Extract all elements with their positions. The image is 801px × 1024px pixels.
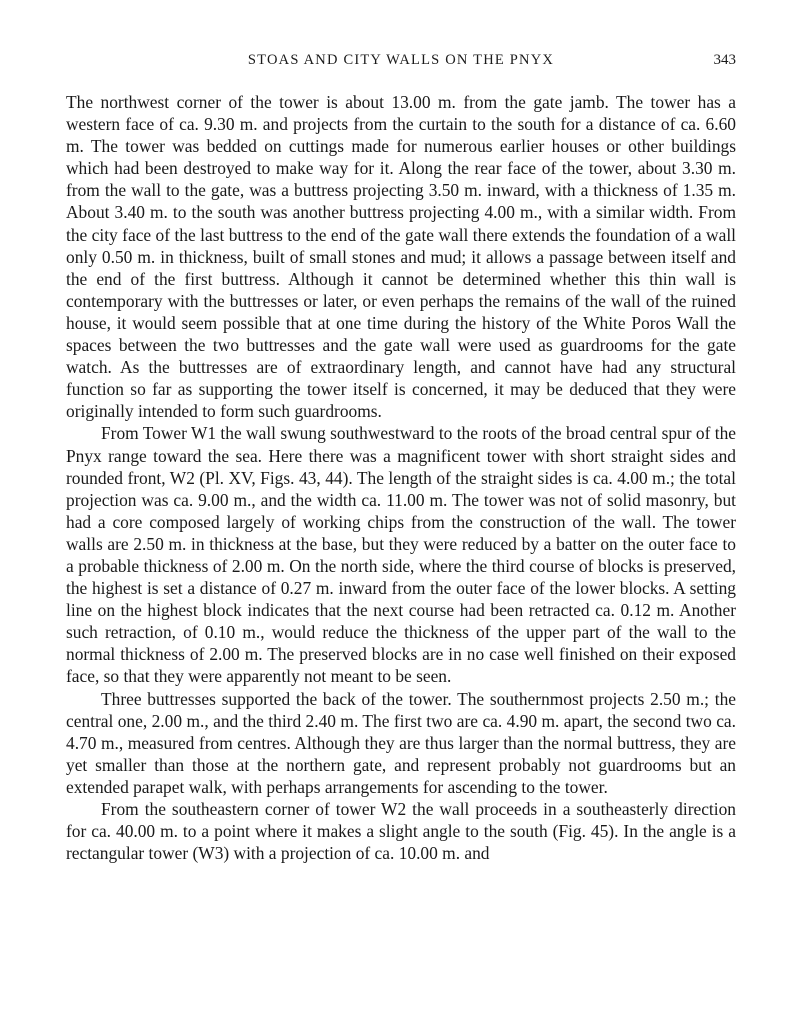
paragraph-4: From the southeastern corner of tower W2 the wall proceeds in a southeasterly direction for ca. 40.00 m. to a point where it makes a slight angle to the south (Fig. 45). In the angle is a rectangular tower (W3) with a projection of ca. 10.00 m. and <box>66 799 736 864</box>
page-content <box>66 50 736 864</box>
paragraph-2: From Tower W1 the wall swung southwestward to the roots of the broad central spur of the Pnyx range toward the sea. Here there was a magnificent tower with short straight sides and rounded front, W2 (Pl. XV, Figs. 43, 44). The length of the straight sides is ca. 4.00 m.; the total projection was ca. 9.00 m., and the width ca. 11.00 m. The tower was not of solid masonry, but had a core composed largely of working chips from the construction of the wall. The tower walls are 2.50 m. in thickness at the base, but they were reduced by a batter on the outer face to a probable thickness of 2.00 m. On the north side, where the third course of blocks is preserved, the highest is set a distance of 0.27 m. inward from the outer face of the lower blocks. A setting line on the highest block indicates that the next course had been retracted ca. 0.12 m. Another such retraction, of 0.10 m., would reduce the thickness of the upper part of the wall to the normal thickness of 2.00 m. The preserved blocks are in no case well finished on their exposed face, so that they were apparently not meant to be seen. <box>66 423 736 687</box>
page-number: 343 <box>713 52 736 68</box>
running-title: STOAS AND CITY WALLS ON THE PNYX <box>247 52 555 68</box>
running-head <box>66 50 736 74</box>
body-text <box>66 91 736 864</box>
paragraph-3: Three buttresses supported the back of the tower. The southernmost projects 2.50 m.; the central one, 2.00 m., and the third 2.40 m. The first two are ca. 4.90 m. apart, the second two ca. 4.70 m., measured from centres. Although they are thus larger than the normal buttress, they are yet smaller than those at the northern gate, and represent probably not guardrooms but an extended parapet walk, with perhaps arrangements for ascending to the tower. <box>66 688 736 797</box>
paragraph-1: The northwest corner of the tower is about 13.00 m. from the gate jamb. The tower has a western face of ca. 9.30 m. and projects from the curtain to the south for a distance of ca. 6.60 m. The tower was bedded on cuttings made for numerous earlier houses or other buildings which had been destroyed to make way for it. Along the rear face of the tower, about 3.30 m. from the wall to the gate, was a buttress projecting 3.50 m. inward, with a thickness of 1.35 m. About 3.40 m. to the south was another buttress projecting 4.00 m., with a similar width. From the city face of the last buttress to the end of the gate wall there extends the foundation of a wall only 0.50 m. in thickness, built of small stones and mud; it allows a passage between itself and the end of the first buttress. Although it cannot be determined whether this thin wall is contemporary with the buttresses or later, or even perhaps the remains of the wall of the ruined house, it would seem possible that at one time during the history of the White Poros Wall the spaces between the two buttresses and the gate wall were used as guardrooms for the gate watch. As the buttresses are of extraordinary length, and cannot have had any structural function so far as supporting the tower itself is concerned, it may be deduced that they were originally intended to form such guardrooms. <box>66 92 736 422</box>
